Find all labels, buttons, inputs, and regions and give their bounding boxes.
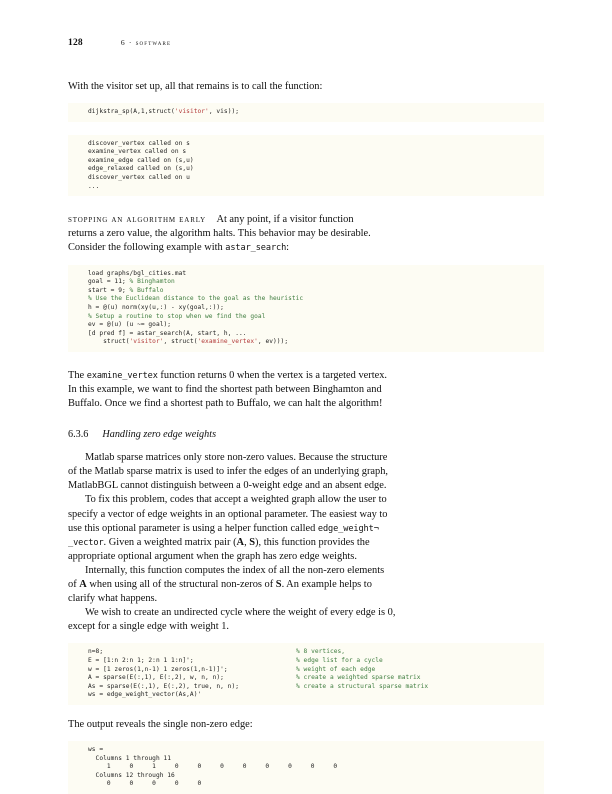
code-text: w = [1 zeros(1,n-1) 1 zeros(1,n-1)]'; — [88, 665, 228, 673]
code-line: h = @(u) norm(xy(u,:) - xy(goal,:)); — [88, 303, 224, 311]
code-line — [88, 657, 544, 666]
paragraph-output-reveals: The output reveals the single non-zero edge: — [68, 718, 253, 730]
output-line: discover_vertex called on s — [88, 139, 190, 147]
output-line: examine_vertex called on s — [88, 148, 187, 156]
paragraph-text: , — [244, 536, 250, 548]
code-line — [88, 691, 544, 700]
code-line: start = 9; % Buffalo — [88, 286, 164, 294]
paragraph-fix-line4 — [68, 536, 544, 550]
code-block-dijkstra — [68, 103, 544, 122]
code-text: ws = edge_weight_vector(As,A)' — [88, 691, 202, 699]
output-line: Columns 1 through 11 — [88, 754, 172, 762]
paragraph-examine-line3: Buffalo. Once we find a shortest path to Buffalo, we can halt the algorithm! — [68, 398, 383, 410]
output-block-visitor — [68, 135, 544, 197]
inline-code-vector: _vector — [68, 537, 104, 548]
code-line — [88, 648, 544, 657]
code-text: , vis)); — [208, 108, 240, 116]
paragraph-text: ), this function provides the — [255, 536, 370, 548]
spacer — [68, 442, 544, 451]
section-title: Handling zero edge weights — [102, 429, 217, 441]
paragraph-text: : — [286, 242, 290, 254]
code-text: E = [1:n 2:n 1; 2:n 1 1:n]'; — [88, 656, 194, 664]
paragraph-text: when using all of the structural non-zeros of — [86, 579, 276, 590]
page-number: 128 — [68, 38, 83, 48]
code-comment: % edge list for a cycle — [296, 656, 383, 664]
code-comment-line: % Setup a routine to stop when we find the goal — [88, 312, 266, 320]
spacer — [68, 411, 544, 428]
code-comment: % weight of each edge — [296, 665, 376, 673]
paragraph-stopping-early — [68, 213, 544, 227]
code-comment-line: % Use the Euclidean distance to the goal as the heuristic — [88, 295, 304, 303]
spacer — [68, 122, 544, 135]
spacer — [68, 352, 544, 369]
code-line — [88, 683, 544, 692]
paragraph-sparse-line2: of the Matlab sparse matrix is used to infer the edges of an underlying graph, — [68, 466, 388, 478]
spacer — [68, 634, 544, 643]
paragraph-text: At any point, if a visitor function — [216, 214, 354, 226]
code-line: ev = @(u) (u ~= goal); — [88, 321, 172, 329]
paragraph-text: of — [68, 579, 80, 590]
inline-code-astar-search: astar_search — [225, 243, 287, 254]
output-line: 1 0 1 0 0 0 0 0 0 0 0 — [88, 763, 338, 771]
paragraph-text: function returns 0 when the vertex is a targeted vertex. — [157, 369, 387, 381]
code-text: n=8; — [88, 648, 104, 656]
section-heading — [68, 428, 544, 442]
chapter-title: 6 · software — [120, 38, 172, 47]
paragraph-internal-line3: clarify what happens. — [68, 593, 158, 605]
math-symbol-A: A — [236, 536, 245, 548]
output-line: 0 0 0 0 0 — [88, 780, 202, 788]
paragraph-stopping-line3 — [68, 241, 544, 255]
paragraph-text: . Given a weighted matrix pair ( — [103, 536, 237, 548]
code-block-cycle — [68, 643, 544, 705]
spacer — [68, 94, 544, 103]
output-line: Columns 12 through 16 — [88, 771, 175, 779]
code-line: struct('visitor', struct('examine_vertex', ev))); — [88, 338, 289, 346]
paragraph-examine-line2: In this example, we want to find the shortest path between Binghamton and — [68, 383, 382, 395]
paragraph-stopping-line2: returns a zero value, the algorithm halts. This behavior may be desirable. — [68, 228, 371, 240]
output-line: discover_vertex called on u — [88, 174, 190, 182]
output-line: ... — [88, 182, 100, 190]
spacer — [68, 732, 544, 741]
inline-heading-stopping: stopping an algorithm early — [68, 215, 207, 226]
paragraph-text: . An example helps to — [281, 579, 372, 590]
paragraph-text: The — [68, 369, 87, 381]
paragraph-text: Consider the following example with — [68, 242, 226, 254]
code-line — [88, 674, 544, 683]
spacer — [68, 705, 544, 718]
paragraph-internal-line2 — [68, 578, 544, 592]
code-text: dijkstra_sp(A,1,struct( — [88, 108, 175, 116]
paragraph-sparse-line1: Matlab sparse matrices only store non-zero values. Because the structure — [85, 452, 388, 464]
paragraph-sparse-line3: MatlabBGL cannot distinguish between a 0-weight edge and an absent edge. — [68, 480, 387, 492]
paragraph-fix-line3 — [68, 522, 544, 536]
output-line: edge_relaxed called on (s,u) — [88, 165, 194, 173]
paragraph-internal-line1: Internally, this function computes the index of all the non-zero elements — [85, 564, 385, 576]
code-text: As = sparse(E(:,1), E(:,2), true, n, n); — [88, 682, 240, 690]
text-column — [68, 80, 544, 794]
paragraph-fix-line2: specify a vector of edge weights in an optional parameter. The easiest way to — [68, 508, 388, 520]
paragraph-fix-line5: appropriate optional argument when the graph has zero edge weights. — [68, 550, 357, 562]
inline-code-examine-vertex: examine_vertex — [86, 370, 158, 381]
math-symbol-S: S — [249, 536, 256, 548]
paragraph-examine-vertex — [68, 369, 544, 383]
inline-code-edge-weight: edge_weight¬ — [317, 523, 379, 534]
output-block-ws — [68, 741, 544, 794]
code-comment: % 8 vertices, — [296, 648, 346, 656]
output-line: ws = — [88, 746, 104, 754]
code-comment: % create a structural sparse matrix — [296, 682, 429, 690]
code-line: goal = 11; % Binghamton — [88, 278, 175, 286]
code-line — [88, 666, 544, 675]
code-block-astar — [68, 265, 544, 352]
code-line: [d pred f] = astar_search(A, start, h, ... — [88, 329, 247, 337]
spacer — [68, 196, 544, 213]
section-number: 6.3.6 — [68, 429, 89, 441]
math-symbol-S: S — [275, 579, 282, 590]
paragraph-wish-line2: except for a single edge with weight 1. — [68, 621, 230, 633]
code-text: A = sparse(E(:,1), E(:,2), w, n, n); — [88, 674, 224, 682]
output-line: examine_edge called on (s,u) — [88, 156, 194, 164]
code-comment: % create a weighted sparse matrix — [296, 674, 421, 682]
spacer — [68, 256, 544, 265]
paragraph-fix-line1: To fix this problem, codes that accept a weighted graph allow the user to — [85, 494, 387, 506]
code-line: load graphs/bgl_cities.mat — [88, 269, 187, 277]
paragraph-call-function: With the visitor set up, all that remains is to call the function: — [68, 81, 323, 92]
paragraph-wish-line1: We wish to create an undirected cycle where the weight of every edge is 0, — [85, 607, 396, 619]
code-string: 'visitor' — [174, 108, 209, 116]
running-head — [68, 38, 544, 48]
paragraph-text: use this optional parameter is using a helper function called — [68, 522, 318, 534]
math-symbol-A: A — [79, 579, 87, 590]
